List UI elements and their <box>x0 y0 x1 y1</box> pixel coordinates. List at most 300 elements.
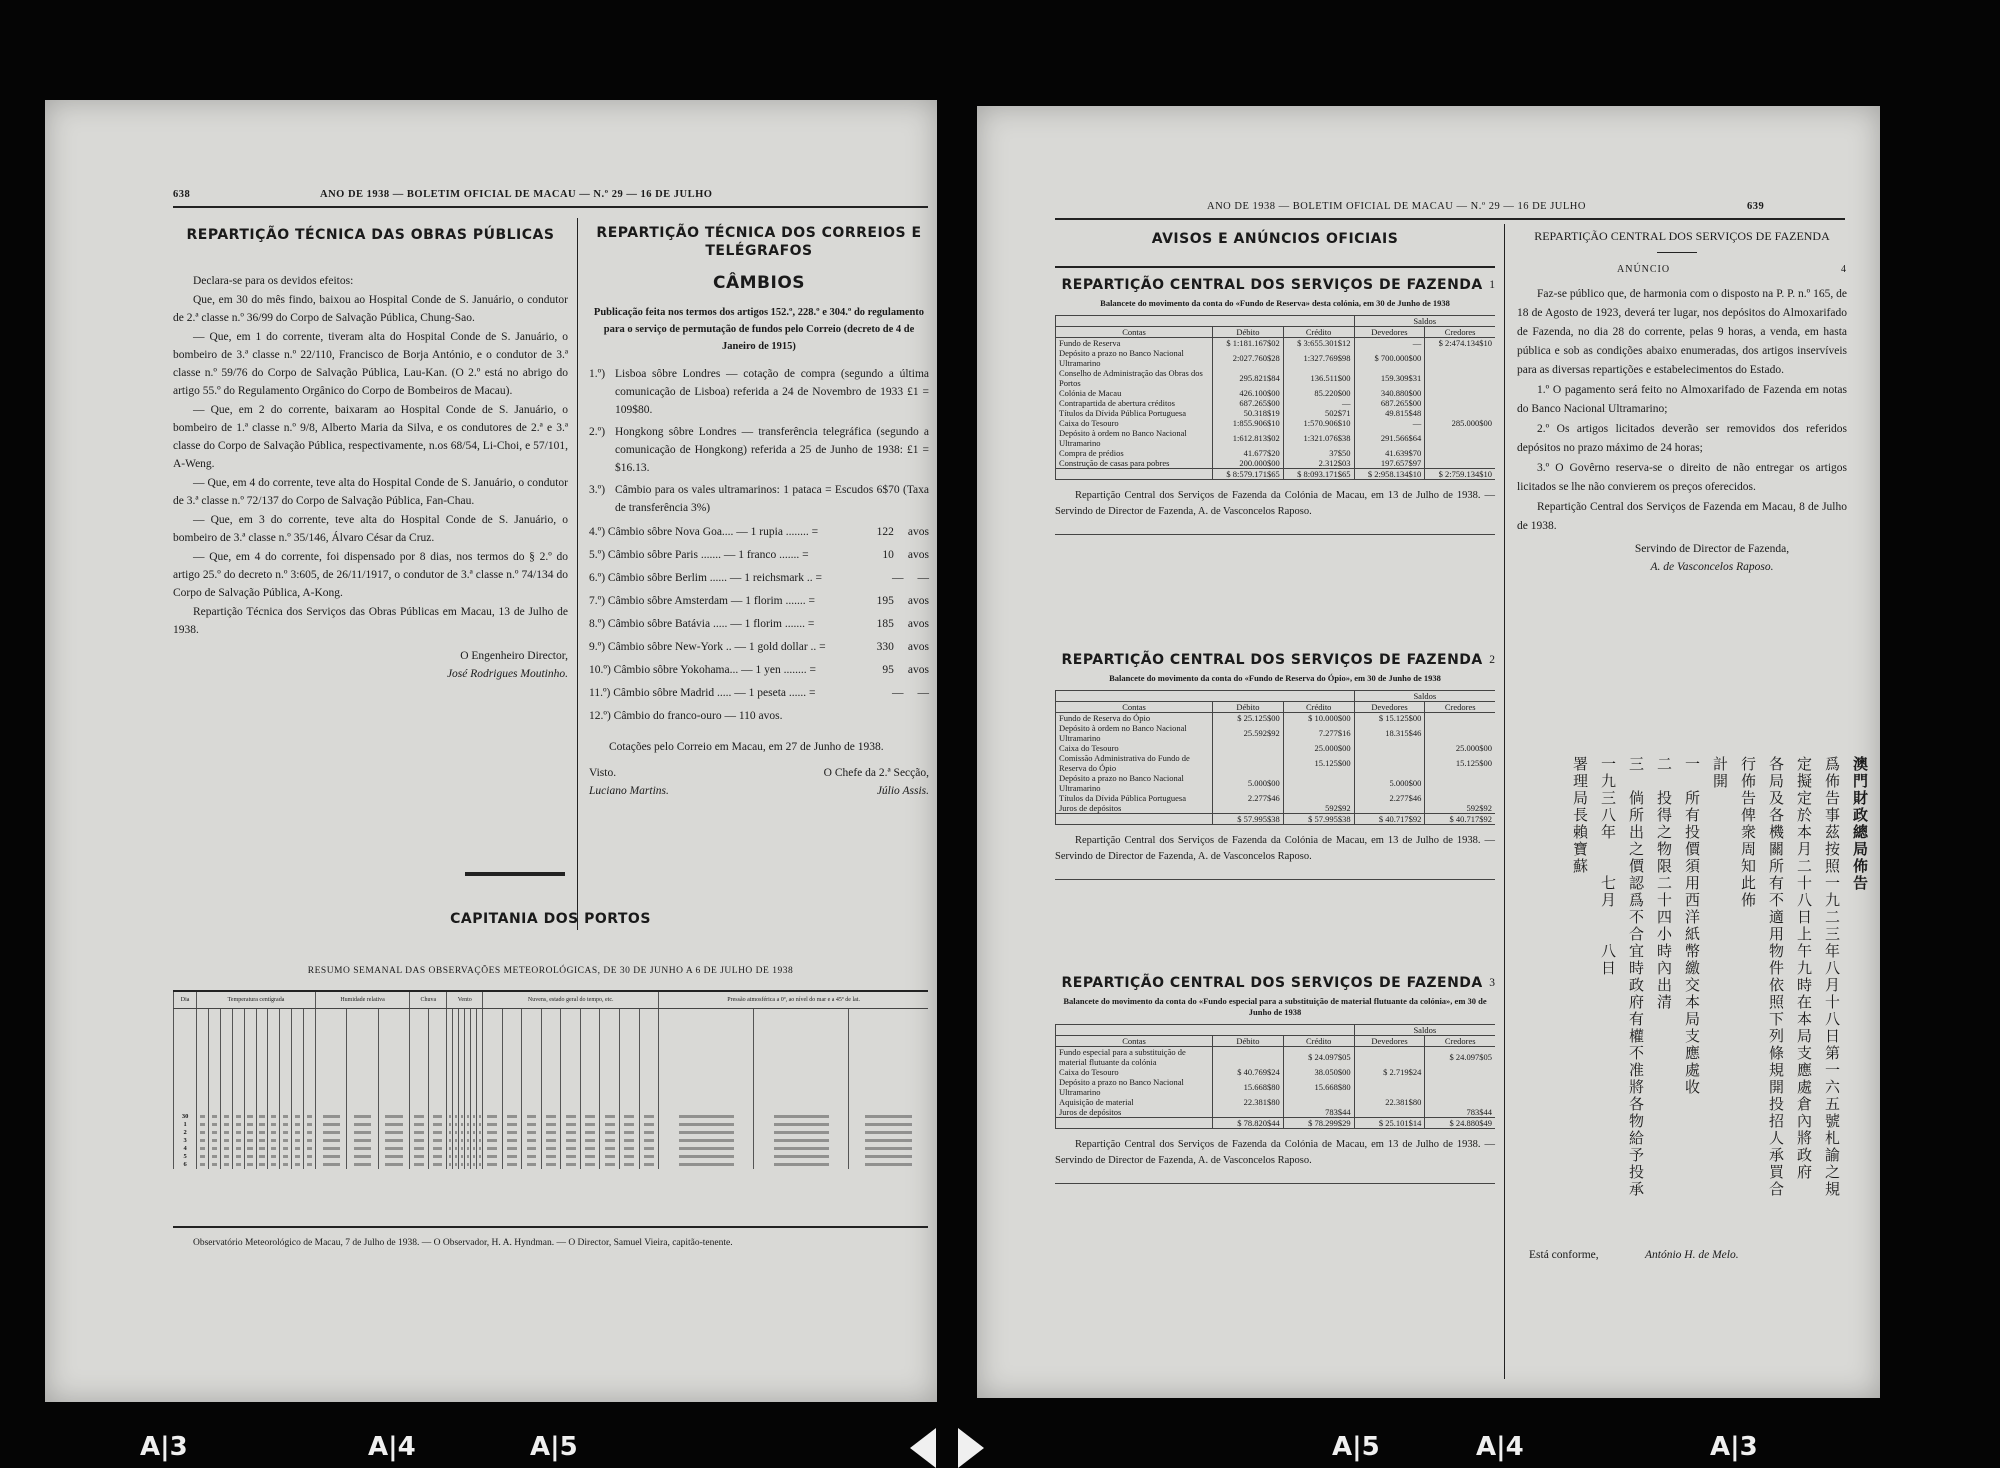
met-value-cell <box>541 1161 561 1169</box>
met-value-cell <box>639 1153 659 1161</box>
met-value-cell <box>347 1129 378 1137</box>
balancete-number: 3 <box>1489 977 1495 989</box>
amount-cell <box>1425 713 1495 724</box>
amount-cell: $ 10.000$00 <box>1283 713 1354 724</box>
obras-paragraph: — Que, em 1 do corrente, tiveram alta do Hospital Conde de S. Januário, o bombeiro de 3.ª classe n.º 22/110, Francisco de Borja António, e o condutor de 3.ª classe n.º 59/76 do Corpo de Salvação Pública, Lau-Kan. (O 2.º está no abrigo do artigo 55.º do Regulamento Orgânico do Corpo de Bombeiros de Macau). <box>173 331 568 397</box>
cambio-rate-label <box>589 659 816 682</box>
met-value-cell <box>541 1145 561 1153</box>
met-value-cell <box>639 1161 659 1169</box>
met-value-cell <box>315 1153 346 1161</box>
met-value-cell <box>268 1121 280 1129</box>
met-value-cell <box>244 1145 256 1153</box>
table-row <box>1056 348 1496 368</box>
met-value-cell <box>256 1153 268 1161</box>
met-value-cell <box>600 1121 620 1129</box>
met-value-cell <box>639 1145 659 1153</box>
met-value-cell <box>268 1137 280 1145</box>
met-value-cell <box>659 1121 754 1129</box>
met-value-cell <box>848 1145 928 1153</box>
met-value-cell <box>378 1153 409 1161</box>
amount-cell <box>1213 1107 1284 1118</box>
met-day-cell: 30 <box>174 1113 197 1121</box>
met-value-cell <box>197 1145 209 1153</box>
met-value-cell <box>292 1113 304 1121</box>
met-value-cell <box>848 1137 928 1145</box>
chinese-column: 定擬定於本月二十八日上午九時在本局支應處倉內將政府 <box>1795 756 1813 1181</box>
met-value-cell <box>522 1129 542 1137</box>
met-value-cell <box>483 1121 503 1129</box>
balancete-3 <box>1055 974 1495 1184</box>
amount-cell: $ 700.000$00 <box>1354 348 1425 368</box>
amount-cell: 159.309$31 <box>1354 368 1425 388</box>
met-value-cell <box>428 1153 447 1161</box>
balancete-subtitle: Balancete do movimento da conta do «Fundo de Reserva» desta colónia, em 30 de Junho de 1938 <box>1100 298 1450 308</box>
met-value-cell <box>848 1113 928 1121</box>
met-value-cell <box>268 1113 280 1121</box>
total-cell: $ 57.995$38 <box>1283 814 1354 825</box>
met-table-wrap <box>173 992 928 1202</box>
met-value-cell <box>197 1153 209 1161</box>
met-value-cell <box>209 1129 221 1137</box>
amount-cell: 426.100$00 <box>1213 388 1284 398</box>
esta-conforme-name: António H. de Melo. <box>1645 1249 1739 1261</box>
saldos-header: Saldos <box>1354 316 1495 327</box>
amount-cell: — <box>1354 338 1425 349</box>
balancete-title: REPARTIÇÃO CENTRAL DOS SERVIÇOS DE FAZENDA <box>1061 277 1483 293</box>
met-value-cell <box>209 1161 221 1169</box>
amount-cell: 783$44 <box>1283 1107 1354 1118</box>
met-value-cell <box>315 1113 346 1121</box>
amount-cell <box>1425 368 1495 388</box>
table-row <box>1056 458 1496 469</box>
cambio-rate-row <box>589 636 929 659</box>
running-header: ANO DE 1938 — BOLETIM OFICIAL DE MACAU — N.º 29 — 16 DE JULHO <box>320 189 713 200</box>
met-value-cell <box>561 1113 581 1121</box>
balancete-title: REPARTIÇÃO CENTRAL DOS SERVIÇOS DE FAZENDA <box>1061 652 1483 668</box>
met-value-cell <box>268 1145 280 1153</box>
met-value-cell <box>541 1153 561 1161</box>
table-row <box>1056 428 1496 448</box>
met-value-cell <box>292 1161 304 1169</box>
cambio-rate-amount: 330 <box>876 641 894 653</box>
anuncio-paragraph: 3.º O Govêrno reserva-se o direito de não entregar os artigos licitados se lhe não convierem os preços oferecidos. <box>1517 462 1847 493</box>
cambio-rate-text: Câmbio sôbre Amsterdam — 1 florim ....... = <box>607 595 815 607</box>
met-subheader-cell <box>378 1009 409 1114</box>
met-day-cell: 6 <box>174 1161 197 1169</box>
amount-cell: 1:321.076$38 <box>1283 428 1354 448</box>
met-subheader-cell <box>561 1009 581 1114</box>
amount-cell <box>1425 348 1495 368</box>
met-value-cell <box>220 1137 232 1145</box>
visto-name: Luciano Martins. <box>589 785 669 797</box>
met-day-cell: 1 <box>174 1121 197 1129</box>
cambio-rate-value <box>868 521 929 544</box>
cambio-rate-row <box>589 682 929 705</box>
met-day-row <box>174 1153 929 1161</box>
totals-row <box>1056 814 1496 825</box>
cambio-rate-amount: 185 <box>876 618 894 630</box>
column-header: Débito <box>1213 1036 1284 1047</box>
met-value-cell <box>303 1161 315 1169</box>
obras-paragraph: Que, em 30 do mês findo, baixou ao Hospital Conde de S. Januário, o condutor de 2.ª classe n.º 36/99 do Corpo de Salvação Pública, Chung-Sao. <box>173 294 568 324</box>
met-value-cell <box>620 1153 640 1161</box>
cambio-rate-amount: 195 <box>876 595 894 607</box>
cambio-rate-value <box>878 567 930 590</box>
met-subheader-cell <box>541 1009 561 1114</box>
amount-cell: 15.125$00 <box>1425 753 1495 773</box>
cambio-rate-row <box>589 544 929 567</box>
met-value-cell <box>315 1121 346 1129</box>
obras-title: REPARTIÇÃO TÉCNICA DAS OBRAS PÚBLICAS <box>186 227 555 243</box>
cambio-rate-unit: avos <box>907 595 929 607</box>
cambio-rate-number: 9.º) <box>589 641 608 653</box>
met-value-cell <box>347 1161 378 1169</box>
account-name: Depósito a prazo no Banco Nacional Ultramarino <box>1056 1077 1213 1097</box>
amount-cell: 2.277$46 <box>1213 793 1284 803</box>
balancete-subtitle: Balancete do movimento da conta do «Fundo de Reserva do Ópio», em 30 de Junho de 1938 <box>1109 673 1441 683</box>
amount-cell: 41.639$70 <box>1354 448 1425 458</box>
met-value-cell <box>659 1153 754 1161</box>
met-value-cell <box>848 1121 928 1129</box>
balancete-table <box>1055 690 1495 825</box>
cambio-rate-number: 12.º) <box>589 710 614 722</box>
met-subheader-cell <box>292 1009 304 1114</box>
met-value-cell <box>303 1129 315 1137</box>
met-subheader-cell <box>848 1009 928 1114</box>
total-cell: $ 25.101$14 <box>1354 1118 1425 1129</box>
strip-label-2: A|4 <box>368 1432 416 1462</box>
account-name: Caixa do Tesouro <box>1056 743 1213 753</box>
met-value-cell <box>522 1161 542 1169</box>
account-name: Depósito a prazo no Banco Nacional Ultramarino <box>1056 773 1213 793</box>
cambio-rate-value <box>868 636 929 659</box>
amount-cell: 41.677$20 <box>1213 448 1284 458</box>
obras-paragraph: — Que, em 4 do corrente, foi dispensado por 8 dias, nos termos do § 2.º do artigo 25.º do decreto n.º 3:605, de 26/11/1917, o condutor de 3.ª classe n.º 74/134 do Corpo de Salvação Pública, A-Kong. <box>173 551 568 599</box>
amount-cell: — <box>1354 418 1425 428</box>
met-value-cell <box>315 1145 346 1153</box>
met-subheader-cell <box>174 1009 197 1114</box>
table-row <box>1056 773 1496 793</box>
amount-cell: 22.381$80 <box>1213 1097 1284 1107</box>
cambio-rate-unit: — <box>917 687 929 699</box>
met-value-cell <box>620 1137 640 1145</box>
met-table-title: RESUMO SEMANAL DAS OBSERVAÇÕES METEOROLÓGICAS, DE 30 DE JUNHO A 6 DE JULHO DE 1938 <box>307 966 794 976</box>
chinese-column: 計開 <box>1711 756 1729 790</box>
amount-cell <box>1425 428 1495 448</box>
cambio-rate-row <box>589 705 929 728</box>
met-subheader-cell <box>600 1009 620 1114</box>
anuncio-number: 4 <box>1841 264 1847 275</box>
met-value-cell <box>541 1121 561 1129</box>
met-value-cell <box>256 1137 268 1145</box>
met-value-cell <box>378 1113 409 1121</box>
met-value-cell <box>232 1145 244 1153</box>
cambio-closing: Cotações pelo Correio em Macau, em 27 de Junho de 1938. <box>609 741 884 753</box>
total-cell: $ 2:958.134$10 <box>1354 469 1425 480</box>
cambio-item <box>589 481 929 517</box>
met-value-cell <box>561 1145 581 1153</box>
amount-cell: 85.220$00 <box>1283 388 1354 398</box>
met-value-cell <box>522 1113 542 1121</box>
totals-row <box>1056 1118 1496 1129</box>
met-value-cell <box>620 1121 640 1129</box>
cambio-rate-unit: avos <box>907 549 929 561</box>
total-cell <box>1056 814 1213 825</box>
balancete-number: 2 <box>1489 654 1495 666</box>
page-number: 638 <box>173 189 191 200</box>
met-value-cell <box>754 1145 849 1153</box>
met-value-cell <box>244 1153 256 1161</box>
account-name: Conselho de Administração das Obras dos Portos <box>1056 368 1213 388</box>
balancete-table <box>1055 315 1495 480</box>
balancete-table <box>1055 1024 1495 1129</box>
cambio-rate-value <box>868 544 929 567</box>
total-cell: $ 78.820$44 <box>1213 1118 1284 1129</box>
met-value-cell <box>256 1161 268 1169</box>
amount-cell: 2:027.760$28 <box>1213 348 1284 368</box>
amount-cell: 25.000$00 <box>1425 743 1495 753</box>
met-value-cell <box>378 1121 409 1129</box>
table-row <box>1056 388 1496 398</box>
balancete-rule <box>1055 534 1495 535</box>
table-row <box>1056 803 1496 814</box>
account-name: Aquisição de material <box>1056 1097 1213 1107</box>
cambio-items <box>589 365 929 517</box>
table-row <box>1056 418 1496 428</box>
balancete-number: 1 <box>1489 279 1495 291</box>
cambio-rate-text: Câmbio sôbre Nova Goa.... — 1 rupia ........ = <box>607 526 819 538</box>
amount-cell <box>1354 743 1425 753</box>
chinese-column: 澳門財政總局佈告 <box>1851 756 1869 892</box>
obras-paragraph: — Que, em 4 do corrente, teve alta do Hospital Conde de S. Januário, o condutor de 3.ª classe n.º 72/137 do Corpo de Salvação Pública, Fan-Chau. <box>173 477 568 507</box>
met-subheader-cell <box>209 1009 221 1114</box>
met-subheader-cell <box>522 1009 542 1114</box>
met-value-cell <box>197 1161 209 1169</box>
met-value-cell <box>483 1145 503 1153</box>
strip-label-6: A|3 <box>1710 1432 1758 1462</box>
met-value-cell <box>197 1137 209 1145</box>
met-value-cell <box>483 1137 503 1145</box>
anuncio-label: ANÚNCIO <box>1617 264 1671 275</box>
met-value-cell <box>280 1161 292 1169</box>
cambio-rate-value <box>868 613 929 636</box>
table-row <box>1056 1077 1496 1097</box>
amount-cell <box>1425 398 1495 408</box>
amount-cell <box>1213 803 1284 814</box>
met-value-cell <box>347 1145 378 1153</box>
account-name: Depósito à ordem no Banco Nacional Ultramarino <box>1056 428 1213 448</box>
amount-cell <box>1283 773 1354 793</box>
amount-cell: 1:855.906$10 <box>1213 418 1284 428</box>
cambio-rate-label <box>589 682 816 705</box>
met-value-cell <box>256 1129 268 1137</box>
table-row <box>1056 793 1496 803</box>
account-name: Juros de depósitos <box>1056 1107 1213 1118</box>
column-header: Credores <box>1425 702 1495 713</box>
met-value-cell <box>220 1121 232 1129</box>
met-footer: Observatório Meteorológico de Macau, 7 de Julho de 1938. — O Observador, H. A. Hyndman. — O Director, Samuel Vieira, capitão-tenente. <box>193 1238 733 1248</box>
amount-cell: 592$92 <box>1283 803 1354 814</box>
met-value-cell <box>256 1113 268 1121</box>
header-blank <box>1056 316 1355 327</box>
obras-signature-name: José Rodrigues Moutinho. <box>446 668 568 680</box>
cambio-rate-value <box>868 659 929 682</box>
avisos-rule <box>1055 266 1495 268</box>
column-header: Crédito <box>1283 1036 1354 1047</box>
met-value-cell <box>315 1161 346 1169</box>
met-value-cell <box>620 1161 640 1169</box>
met-value-cell <box>220 1153 232 1161</box>
met-value-cell <box>639 1121 659 1129</box>
met-group-header: Nuvens, estado geral do tempo, etc. <box>483 992 659 1009</box>
amount-cell <box>1425 773 1495 793</box>
met-value-cell <box>659 1161 754 1169</box>
header-blank <box>1056 691 1355 702</box>
met-value-cell <box>378 1129 409 1137</box>
amount-cell: 687.265$00 <box>1354 398 1425 408</box>
table-row <box>1056 448 1496 458</box>
table-row <box>1056 743 1496 753</box>
met-value-cell <box>268 1129 280 1137</box>
met-value-cell <box>232 1113 244 1121</box>
met-group-header: Temperatura centígrada <box>197 992 316 1009</box>
cambio-rate-number: 8.º) <box>589 618 608 630</box>
amount-cell: 18.315$46 <box>1354 723 1425 743</box>
met-subheader-cell <box>659 1009 754 1114</box>
column-header: Contas <box>1056 702 1213 713</box>
chefe-label: O Chefe da 2.ª Secção, <box>823 767 929 779</box>
cambio-rate-number: 7.º) <box>589 595 608 607</box>
met-value-cell <box>280 1121 292 1129</box>
cambio-rate-text: Câmbio sôbre Yokohama... — 1 yen ........ = <box>613 664 816 676</box>
met-value-cell <box>410 1137 429 1145</box>
cambio-rate-unit: avos <box>907 664 929 676</box>
anuncio-paragraph: 2.º Os artigos licitados deverão ser removidos dos referidos depósitos no prazo máximo de 24 horas; <box>1517 423 1847 454</box>
amount-cell <box>1354 803 1425 814</box>
met-value-cell <box>541 1137 561 1145</box>
table-row <box>1056 368 1496 388</box>
table-row <box>1056 1047 1496 1068</box>
balancete-2 <box>1055 651 1495 880</box>
met-value-cell <box>639 1113 659 1121</box>
balancete-1 <box>1055 276 1495 535</box>
met-subheader-cell <box>197 1009 209 1114</box>
account-name: Títulos da Dívida Pública Portuguesa <box>1056 408 1213 418</box>
met-day-cell: 5 <box>174 1153 197 1161</box>
met-value-cell <box>428 1113 447 1121</box>
cambios-title: CÂMBIOS <box>712 273 806 293</box>
met-value-cell <box>561 1129 581 1137</box>
strip-label-1: A|3 <box>140 1432 188 1462</box>
met-value-cell <box>659 1137 754 1145</box>
met-value-cell <box>659 1113 754 1121</box>
obras-intro: Declara-se para os devidos efeitos: <box>193 275 354 287</box>
met-value-cell <box>347 1113 378 1121</box>
amount-cell: 295.821$84 <box>1213 368 1284 388</box>
met-value-cell <box>280 1153 292 1161</box>
anuncio-paragraph: Repartição Central dos Serviços de Fazenda em Macau, 8 de Julho de 1938. <box>1517 501 1847 532</box>
met-value-cell <box>209 1113 221 1121</box>
met-value-cell <box>639 1129 659 1137</box>
amount-cell: $ 40.769$24 <box>1213 1067 1284 1077</box>
amount-cell: 1:327.769$98 <box>1283 348 1354 368</box>
cambio-rate-unit: — <box>917 572 929 584</box>
met-subheader-cell <box>347 1009 378 1114</box>
met-value-cell <box>244 1161 256 1169</box>
cambio-item-number: 2.º) <box>589 426 606 438</box>
cambio-rate-text: Câmbio do franco-ouro — 110 avos. <box>613 710 783 722</box>
amount-cell <box>1354 753 1425 773</box>
obras-paragraph: — Que, em 3 do corrente, teve alta do Hospital Conde de S. Januário, o bombeiro de 3.ª classe n.º 35/146, Álvaro César da Cruz. <box>173 514 568 544</box>
obras-section <box>173 226 568 683</box>
chinese-column: 二 投得之物限二十四小時內出清 <box>1655 756 1673 1011</box>
strip-label-4: A|5 <box>1332 1432 1380 1462</box>
met-header-day: Dia <box>174 992 197 1009</box>
met-value-cell <box>303 1121 315 1129</box>
cambio-rates <box>589 521 929 728</box>
column-header: Devedores <box>1354 1036 1425 1047</box>
cambio-rate-amount <box>889 705 915 728</box>
cambio-item-text: Hongkong sôbre Londres — transferência telegráfica (segundo a comunicação de Hongkong) referida a 25 de Junho de 1938: £1 = $16.13. <box>615 426 929 474</box>
column-header: Crédito <box>1283 702 1354 713</box>
met-value-cell <box>659 1129 754 1137</box>
met-value-cell <box>378 1145 409 1153</box>
cambio-rate-number: 4.º) <box>589 526 608 538</box>
amount-cell <box>1283 793 1354 803</box>
left-page <box>45 100 937 1402</box>
strip-label-3: A|5 <box>530 1432 578 1462</box>
met-group-header: Humidade relativa <box>315 992 409 1009</box>
obras-signature-role: O Engenheiro Director, <box>460 650 568 662</box>
balancete-closing: Repartição Central dos Serviços de Fazenda da Colónia de Macau, em 13 de Julho de 1938. — Servindo de Director de Fazenda, A. de Vasconcelos Raposo. <box>1055 835 1495 862</box>
amount-cell: 7.277$16 <box>1283 723 1354 743</box>
cambio-rate-number: 10.º) <box>589 664 614 676</box>
cambio-rate-number: 11.º) <box>589 687 614 699</box>
met-value-cell <box>483 1153 503 1161</box>
met-value-cell <box>410 1161 429 1169</box>
amount-cell: 197.657$97 <box>1354 458 1425 469</box>
met-day-row <box>174 1161 929 1169</box>
met-value-cell <box>197 1121 209 1129</box>
amount-cell: 22.381$80 <box>1354 1097 1425 1107</box>
met-subheader-cell <box>315 1009 346 1114</box>
amount-cell <box>1213 1047 1284 1068</box>
saldos-header: Saldos <box>1354 1025 1495 1036</box>
cambio-rate-label <box>589 705 783 728</box>
met-subheader-cell <box>232 1009 244 1114</box>
met-subheader-cell <box>639 1009 659 1114</box>
met-value-cell <box>268 1161 280 1169</box>
met-value-cell <box>232 1121 244 1129</box>
met-value-cell <box>541 1113 561 1121</box>
met-value-cell <box>502 1137 522 1145</box>
amount-cell <box>1354 1107 1425 1118</box>
met-value-cell <box>280 1137 292 1145</box>
met-value-cell <box>209 1145 221 1153</box>
account-name: Juros de depósitos <box>1056 803 1213 814</box>
amount-cell <box>1213 743 1284 753</box>
amount-cell: 592$92 <box>1425 803 1495 814</box>
amount-cell <box>1354 1047 1425 1068</box>
account-name: Construção de casas para pobres <box>1056 458 1213 469</box>
met-value-cell <box>848 1161 928 1169</box>
met-value-cell <box>244 1113 256 1121</box>
table-row <box>1056 1107 1496 1118</box>
cambio-rate-row <box>589 613 929 636</box>
met-value-cell <box>620 1145 640 1153</box>
met-value-cell <box>541 1129 561 1137</box>
met-value-cell <box>232 1161 244 1169</box>
